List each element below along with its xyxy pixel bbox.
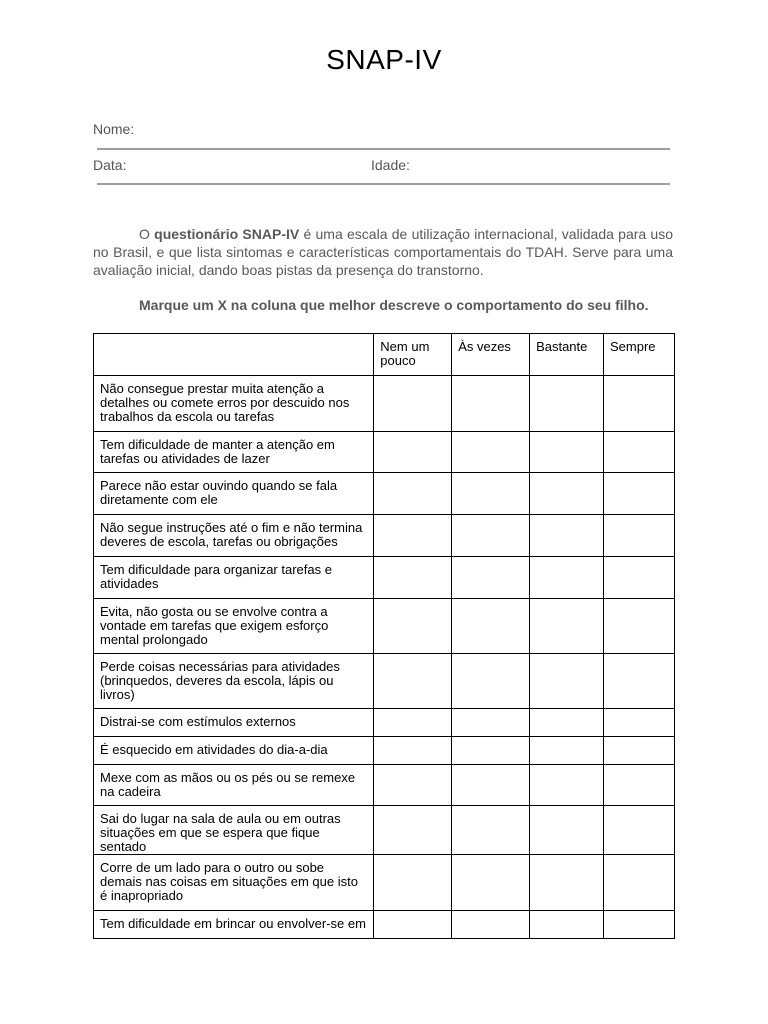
- table-row: [94, 806, 675, 855]
- answer-cell[interactable]: [604, 557, 675, 599]
- table-row: [94, 911, 675, 939]
- table-row: [94, 557, 675, 599]
- table-row: [94, 376, 675, 432]
- answer-cell[interactable]: [604, 911, 675, 939]
- answer-cell[interactable]: [604, 709, 675, 737]
- table-row: [94, 765, 675, 806]
- question-cell: Distrai-se com estímulos externos: [94, 709, 374, 737]
- answer-cell[interactable]: [452, 432, 530, 473]
- answer-cell[interactable]: [452, 557, 530, 599]
- answer-cell[interactable]: [374, 911, 452, 939]
- answer-cell[interactable]: [374, 432, 452, 473]
- answer-cell[interactable]: [452, 654, 530, 709]
- answer-cell[interactable]: [452, 765, 530, 806]
- answer-cell[interactable]: [530, 376, 604, 432]
- answer-cell[interactable]: [530, 855, 604, 911]
- answer-cell[interactable]: [604, 515, 675, 557]
- snap-iv-table: [93, 333, 675, 939]
- answer-cell[interactable]: [374, 737, 452, 765]
- question-cell: Parece não estar ouvindo quando se fala diretamente com ele: [94, 473, 374, 515]
- answer-cell[interactable]: [530, 654, 604, 709]
- table-row: [94, 473, 675, 515]
- date-label: Data:: [93, 157, 127, 173]
- intro-rest: é uma escala de utilização internacional, validada para uso no Brasil, e que lista sintomas e características comportamentais do TDAH. Serve para uma avaliação inicial, dando boas pistas da presença do transtorno.: [93, 226, 674, 278]
- intro-paragraph: [93, 225, 673, 279]
- answer-cell[interactable]: [530, 599, 604, 654]
- answer-cell[interactable]: [452, 911, 530, 939]
- intro-bold: questionário SNAP-IV: [154, 226, 300, 242]
- page-title: SNAP-IV: [326, 44, 442, 75]
- answer-cell[interactable]: [604, 376, 675, 432]
- answer-cell[interactable]: [374, 515, 452, 557]
- answer-cell[interactable]: [604, 806, 675, 855]
- table-row: [94, 599, 675, 654]
- answer-cell[interactable]: [604, 737, 675, 765]
- instruction-text: Marque um X na coluna que melhor descreve o comportamento do seu filho.: [139, 297, 649, 313]
- answer-cell[interactable]: [374, 599, 452, 654]
- column-header: Bastante: [530, 334, 604, 376]
- intro-lead: O: [139, 226, 155, 242]
- answer-cell[interactable]: [452, 709, 530, 737]
- answer-cell[interactable]: [374, 765, 452, 806]
- date-age-field[interactable]: [97, 183, 670, 185]
- question-cell: Tem dificuldade de manter a atenção em tarefas ou atividades de lazer: [94, 432, 374, 473]
- header-blank-cell: [94, 334, 374, 376]
- answer-cell[interactable]: [530, 737, 604, 765]
- question-cell: Tem dificuldade para organizar tarefas e atividades: [94, 557, 374, 599]
- question-cell: É esquecido em atividades do dia-a-dia: [94, 737, 374, 765]
- answer-cell[interactable]: [530, 515, 604, 557]
- answer-cell[interactable]: [374, 557, 452, 599]
- table-row: [94, 855, 675, 911]
- question-cell: Mexe com as mãos ou os pés ou se remexe na cadeira: [94, 765, 374, 806]
- table-row: [94, 515, 675, 557]
- answer-cell[interactable]: [452, 473, 530, 515]
- column-header: Nem um pouco: [374, 334, 452, 376]
- question-cell: Evita, não gosta ou se envolve contra a vontade em tarefas que exigem esforço mental prolongado: [94, 599, 374, 654]
- answer-cell[interactable]: [604, 855, 675, 911]
- table-row: [94, 709, 675, 737]
- table-header-row: [94, 334, 675, 376]
- question-cell: Não segue instruções até o fim e não termina deveres de escola, tarefas ou obrigações: [94, 515, 374, 557]
- answer-cell[interactable]: [452, 599, 530, 654]
- answer-cell[interactable]: [604, 599, 675, 654]
- answer-cell[interactable]: [530, 432, 604, 473]
- answer-cell[interactable]: [530, 806, 604, 855]
- table-row: [94, 654, 675, 709]
- name-label: Nome:: [93, 121, 135, 137]
- column-header: Às vezes: [452, 334, 530, 376]
- table-row: [94, 737, 675, 765]
- answer-cell[interactable]: [374, 855, 452, 911]
- table-row: [94, 432, 675, 473]
- answer-cell[interactable]: [530, 709, 604, 737]
- answer-cell[interactable]: [452, 806, 530, 855]
- question-cell: Não consegue prestar muita atenção a detalhes ou comete erros por descuido nos trabalhos da escola ou tarefas: [94, 376, 374, 432]
- answer-cell[interactable]: [374, 654, 452, 709]
- age-label: Idade:: [371, 157, 410, 173]
- answer-cell[interactable]: [530, 765, 604, 806]
- answer-cell[interactable]: [604, 654, 675, 709]
- answer-cell[interactable]: [530, 557, 604, 599]
- answer-cell[interactable]: [604, 765, 675, 806]
- answer-cell[interactable]: [452, 515, 530, 557]
- question-cell: Corre de um lado para o outro ou sobe demais nas coisas em situações em que isto é inapropriado: [94, 855, 374, 911]
- name-field[interactable]: [97, 148, 670, 150]
- question-cell: Perde coisas necessárias para atividades (brinquedos, deveres da escola, lápis ou livros): [94, 654, 374, 709]
- answer-cell[interactable]: [530, 473, 604, 515]
- answer-cell[interactable]: [452, 855, 530, 911]
- answer-cell[interactable]: [374, 709, 452, 737]
- answer-cell[interactable]: [452, 376, 530, 432]
- answer-cell[interactable]: [374, 376, 452, 432]
- answer-cell[interactable]: [374, 473, 452, 515]
- question-cell: Sai do lugar na sala de aula ou em outras situações em que se espera que fique sentado: [94, 806, 374, 855]
- answer-cell[interactable]: [452, 737, 530, 765]
- answer-cell[interactable]: [604, 473, 675, 515]
- question-cell: Tem dificuldade em brincar ou envolver-se em: [94, 911, 374, 939]
- column-header: Sempre: [604, 334, 675, 376]
- answer-cell[interactable]: [530, 911, 604, 939]
- answer-cell[interactable]: [374, 806, 452, 855]
- answer-cell[interactable]: [604, 432, 675, 473]
